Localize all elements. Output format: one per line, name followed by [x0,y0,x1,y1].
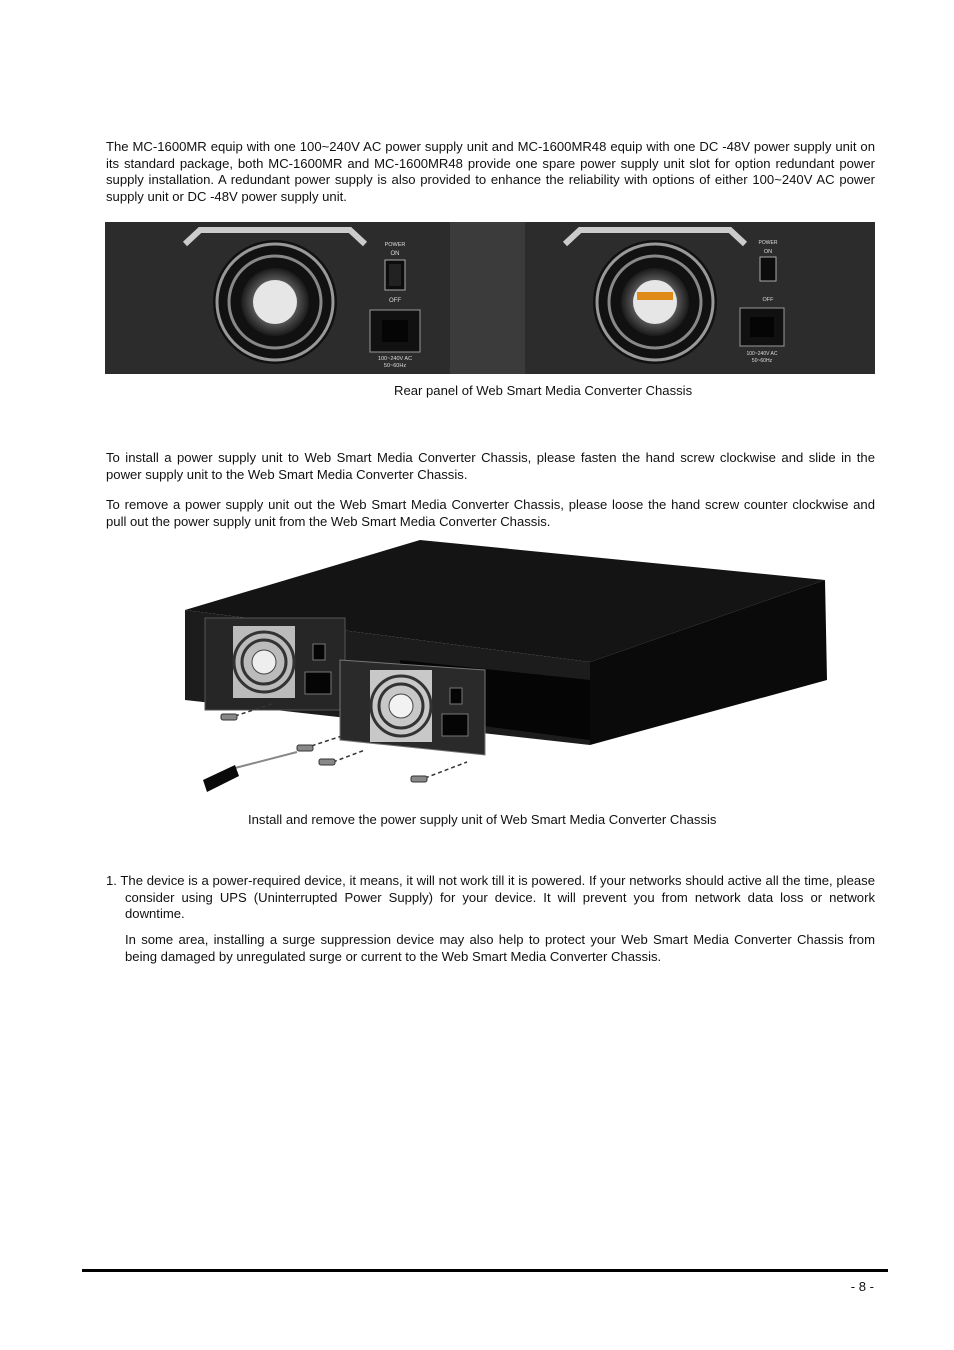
install-paragraph: To install a power supply unit to Web Smart Media Converter Chassis, please fasten the hand screw clockwise and slide in the power supply unit to the Web Smart Media Converter Chassis. [106,450,875,482]
svg-text:ON: ON [763,249,773,255]
svg-text:50~60Hz: 50~60Hz [383,363,407,369]
svg-text:OFF: OFF [389,298,401,304]
rear-panel-photo [105,222,875,374]
screwdriver-icon [203,752,297,792]
svg-text:POWER: POWER [758,240,778,246]
caption-install: Install and remove the power supply unit of Web Smart Media Converter Chassis [248,812,717,827]
remove-paragraph: To remove a power supply unit out the Web Smart Media Converter Chassis, please loose the hand screw counter clockwise and pull out the power supply unit from the Web Smart Media Converter Chassis. [106,497,875,529]
svg-text:100~240V AC: 100~240V AC [377,356,413,362]
right-fan-icon [593,240,717,364]
note-1: 1. The device is a power-required device, it means, it will not work till it is powered. If your networks should active all the time, please consider using UPS (Uninterrupted Power Supply) for your device. It will prevent you from network data loss or network downtime. [106,873,875,921]
intro-paragraph: The MC-1600MR equip with one 100~240V AC power supply unit and MC-1600MR48 equip with one DC -48V power supply unit on its standard package, both MC-1600MR and MC-1600MR48 provide one spare power supply unit slot for option redundant power supply installation. A redundant power supply is also provided to enhance the reliability with options of either 100~240V AC power supply unit or DC -48V power supply unit. [106,139,875,204]
svg-text:100~240V AC: 100~240V AC [746,351,778,357]
installed-psu-fan-icon [233,626,295,698]
left-fan-icon [213,240,337,364]
footer-rule [82,1269,888,1272]
caption-rear-panel: Rear panel of Web Smart Media Converter Chassis [394,383,693,398]
svg-text:ON: ON [390,251,400,257]
removed-psu-fan-icon [370,670,432,742]
svg-text:50~60Hz: 50~60Hz [751,358,773,364]
left-power-label: POWER [384,242,406,248]
install-illustration [185,540,835,802]
note-1b: In some area, installing a surge suppression device may also help to protect your Web Smart Media Converter Chassis from being damaged by unregulated surge or current to the Web Smart Media Converter Chassis. [125,932,875,964]
page-number: - 8 - [850,1279,874,1294]
svg-text:OFF: OFF [762,297,774,303]
